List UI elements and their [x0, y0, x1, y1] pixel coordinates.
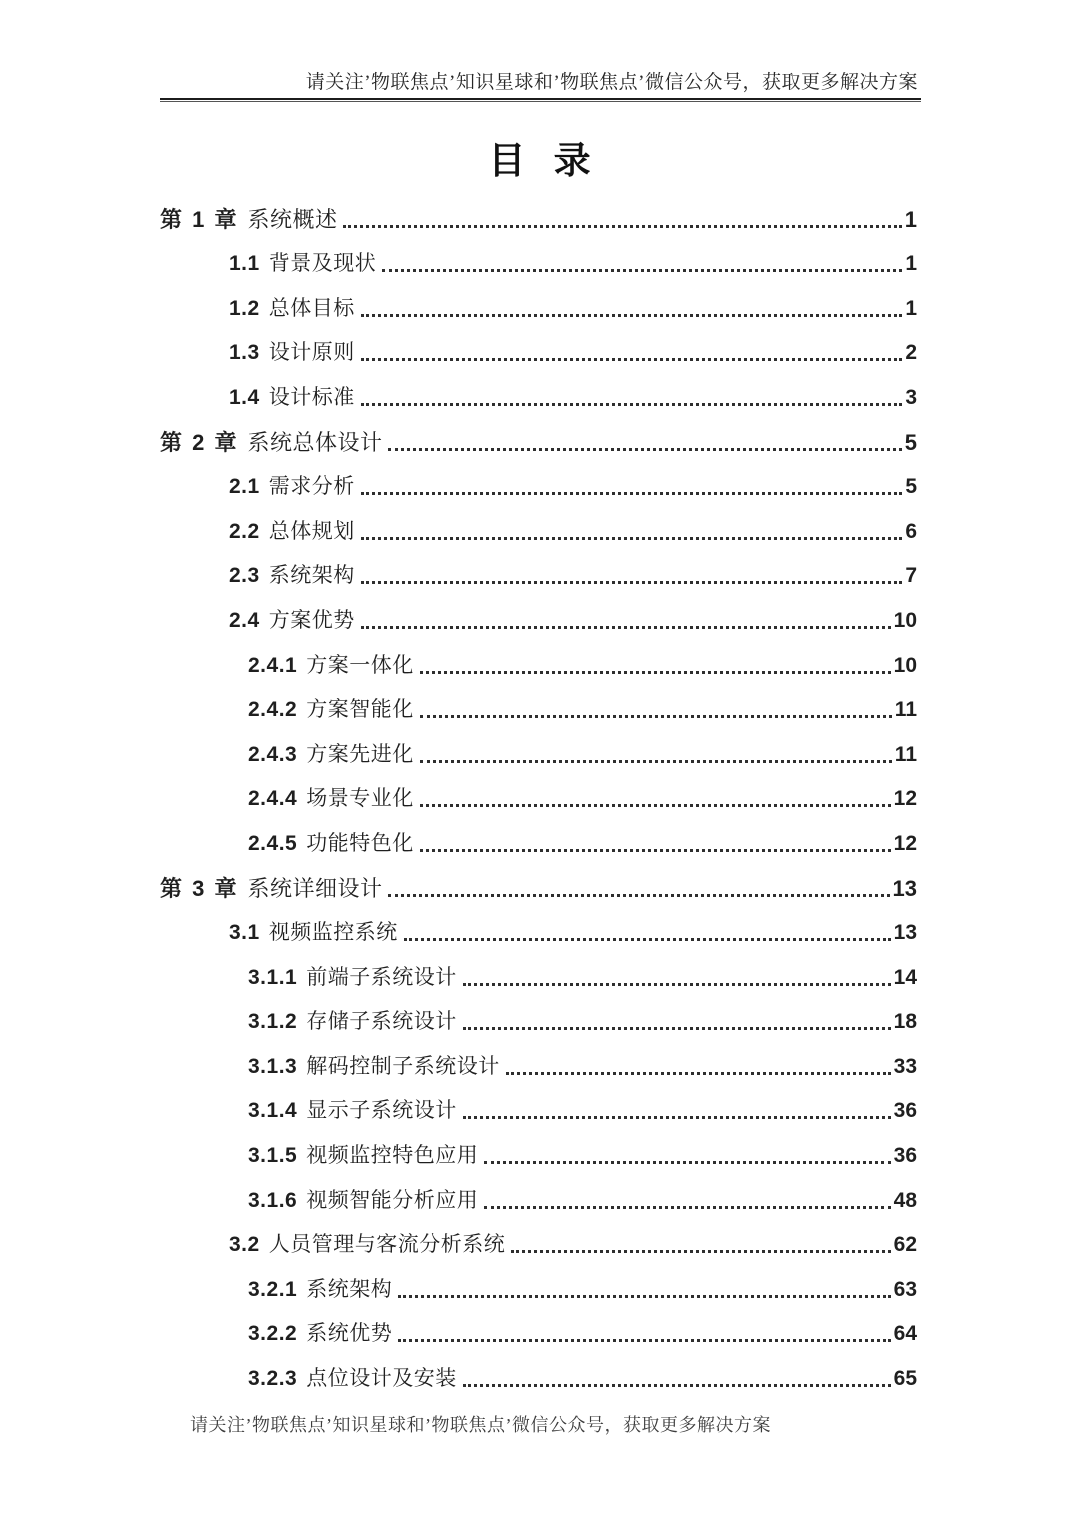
toc-list: [160, 196, 917, 1400]
toc-entry-title: 视频智能分析应用: [306, 1188, 479, 1212]
toc-entry-number: 3.1.5: [248, 1144, 298, 1168]
toc-page-number: 5: [905, 475, 917, 499]
toc-page-number: 14: [893, 965, 917, 989]
toc-entry-title: 视频监控系统: [268, 921, 398, 945]
toc-page-number: 5: [904, 429, 917, 455]
toc-entry-number: 1.3: [229, 341, 260, 365]
toc-entry-number: 1.1: [229, 252, 260, 276]
toc-entry-title: 设计标准: [268, 385, 355, 409]
toc-entry-number: 2.3: [229, 564, 260, 588]
toc-entry: [160, 731, 917, 776]
toc-entry-number: 第 2 章: [160, 429, 239, 455]
toc-leader-dots: [361, 537, 903, 540]
toc-entry-number: 3.2.1: [248, 1277, 298, 1301]
toc-entry-title: 系统概述: [247, 206, 338, 232]
toc-page-number: 12: [893, 831, 917, 855]
toc-entry: [160, 285, 917, 330]
toc-entry-number: 3.2.3: [248, 1367, 298, 1391]
toc-entry-number: 第 3 章: [160, 875, 239, 901]
toc-leader-dots: [388, 894, 889, 897]
toc-leader-dots: [343, 225, 901, 228]
toc-entry-title: 设计原则: [268, 341, 355, 365]
toc-leader-dots: [382, 269, 902, 272]
toc-entry-title: 场景专业化: [306, 787, 414, 811]
toc-page-number: 12: [893, 787, 917, 811]
toc-entry-number: 3.1: [229, 921, 260, 945]
toc-page-number: 13: [893, 921, 917, 945]
toc-leader-dots: [404, 938, 891, 941]
toc-page-number: 65: [893, 1367, 917, 1391]
toc-page-number: 36: [893, 1099, 917, 1123]
toc-entry: [160, 954, 917, 999]
toc-entry-number: 3.1.3: [248, 1054, 298, 1078]
toc-entry-number: 3.1.1: [248, 965, 298, 989]
toc-entry-title: 前端子系统设计: [306, 965, 457, 989]
toc-entry-title: 功能特色化: [306, 831, 414, 855]
toc-entry-number: 3.1.4: [248, 1099, 298, 1123]
toc-leader-dots: [463, 1384, 891, 1387]
toc-entry-title: 系统架构: [268, 564, 355, 588]
toc-page-number: 11: [894, 698, 917, 722]
toc-leader-dots: [484, 1161, 890, 1164]
toc-entry: [160, 1222, 917, 1267]
toc-entry: [160, 1088, 917, 1133]
toc-entry: [160, 597, 917, 642]
toc-leader-dots: [361, 626, 891, 629]
toc-page-number: 13: [892, 875, 917, 901]
toc-entry: [160, 1266, 917, 1311]
toc-entry: [160, 1355, 917, 1400]
toc-entry: [160, 820, 917, 865]
toc-leader-dots: [506, 1072, 891, 1075]
toc-entry: [160, 330, 917, 375]
toc-leader-dots: [361, 492, 903, 495]
toc-entry: [160, 642, 917, 687]
toc-entry: [160, 196, 917, 241]
toc-entry-title: 系统优势: [306, 1322, 393, 1346]
toc-page-number: 48: [893, 1188, 917, 1212]
toc-entry-title: 方案智能化: [306, 698, 414, 722]
toc-entry: [160, 776, 917, 821]
toc-leader-dots: [361, 403, 903, 406]
toc-entry: [160, 419, 917, 464]
toc-entry: [160, 1132, 917, 1177]
toc-page-number: 1: [904, 206, 917, 232]
toc-leader-dots: [484, 1206, 890, 1209]
toc-entry-number: 2.4.4: [248, 787, 298, 811]
toc-leader-dots: [398, 1339, 890, 1342]
toc-entry-number: 1.2: [229, 296, 260, 320]
toc-page-number: 62: [893, 1233, 917, 1257]
toc-leader-dots: [388, 448, 901, 451]
toc-entry-number: 3.2: [229, 1233, 260, 1257]
toc-entry-title: 点位设计及安装: [306, 1367, 457, 1391]
toc-entry-number: 2.1: [229, 475, 260, 499]
toc-page-number: 2: [905, 341, 917, 365]
toc-entry: [160, 1177, 917, 1222]
toc-page-number: 6: [905, 519, 917, 543]
toc-leader-dots: [398, 1295, 890, 1298]
toc-page-number: 11: [894, 742, 917, 766]
toc-page-number: 3: [905, 385, 917, 409]
toc-entry-number: 3.1.6: [248, 1188, 298, 1212]
toc-leader-dots: [420, 804, 891, 807]
toc-page-number: 10: [893, 653, 917, 677]
toc-leader-dots: [420, 760, 892, 763]
toc-leader-dots: [420, 671, 891, 674]
toc-entry-number: 第 1 章: [160, 206, 239, 232]
toc-entry-title: 系统详细设计: [247, 875, 383, 901]
toc-entry-number: 2.2: [229, 519, 260, 543]
toc-page-number: 1: [905, 296, 917, 320]
toc-page-number: 33: [893, 1054, 917, 1078]
toc-leader-dots: [463, 1027, 891, 1030]
toc-entry: [160, 553, 917, 598]
toc-page-number: 10: [893, 608, 917, 632]
toc-entry: [160, 241, 917, 286]
toc-entry-number: 1.4: [229, 385, 260, 409]
toc-entry-title: 人员管理与客流分析系统: [268, 1233, 506, 1257]
toc-entry: [160, 1311, 917, 1356]
toc-entry-title: 总体目标: [268, 296, 355, 320]
toc-entry-number: 2.4.3: [248, 742, 298, 766]
toc-leader-dots: [361, 581, 903, 584]
toc-entry-title: 背景及现状: [268, 252, 377, 276]
toc-entry-title: 方案一体化: [306, 653, 414, 677]
toc-entry-title: 总体规划: [268, 519, 355, 543]
toc-entry-title: 视频监控特色应用: [306, 1144, 479, 1168]
toc-page-number: 63: [893, 1277, 917, 1301]
header-rule: [160, 98, 921, 102]
toc-entry: [160, 687, 917, 732]
toc-leader-dots: [361, 358, 903, 361]
toc-leader-dots: [420, 715, 892, 718]
toc-entry-title: 需求分析: [268, 475, 355, 499]
header-text: 请关注’物联焦点’知识星球和’物联焦点’微信公众号，获取更多解决方案: [305, 72, 918, 93]
toc-page-number: 36: [893, 1144, 917, 1168]
toc-entry-title: 解码控制子系统设计: [306, 1054, 500, 1078]
toc-entry: [160, 999, 917, 1044]
toc-entry-title: 显示子系统设计: [306, 1099, 457, 1123]
toc-entry: [160, 464, 917, 509]
toc-entry-number: 2.4: [229, 608, 260, 632]
footer-text: 请关注’物联焦点’知识星球和’物联焦点’微信公众号，获取更多解决方案: [190, 1415, 771, 1435]
toc-entry-title: 系统总体设计: [247, 429, 383, 455]
toc-entry-title: 方案优势: [268, 608, 355, 632]
toc-entry-number: 2.4.2: [248, 698, 298, 722]
toc-entry-number: 3.1.2: [248, 1010, 298, 1034]
toc-entry-title: 方案先进化: [306, 742, 414, 766]
toc-leader-dots: [511, 1250, 890, 1253]
toc-entry-title: 存储子系统设计: [306, 1010, 457, 1034]
toc-entry: [160, 865, 917, 910]
page-title: 目 录: [488, 140, 592, 181]
toc-entry: [160, 374, 917, 419]
toc-page-number: 64: [893, 1322, 917, 1346]
toc-entry-title: 系统架构: [306, 1277, 393, 1301]
toc-entry: [160, 508, 917, 553]
toc-page-number: 18: [893, 1010, 917, 1034]
toc-page-number: 1: [905, 252, 917, 276]
toc-leader-dots: [463, 983, 891, 986]
toc-entry: [160, 1043, 917, 1088]
toc-page-number: 7: [905, 564, 917, 588]
toc-leader-dots: [420, 849, 891, 852]
toc-entry-number: 3.2.2: [248, 1322, 298, 1346]
toc-entry: [160, 910, 917, 955]
toc-entry-number: 2.4.1: [248, 653, 298, 677]
toc-entry-number: 2.4.5: [248, 831, 298, 855]
toc-leader-dots: [361, 314, 903, 317]
toc-leader-dots: [463, 1116, 891, 1119]
